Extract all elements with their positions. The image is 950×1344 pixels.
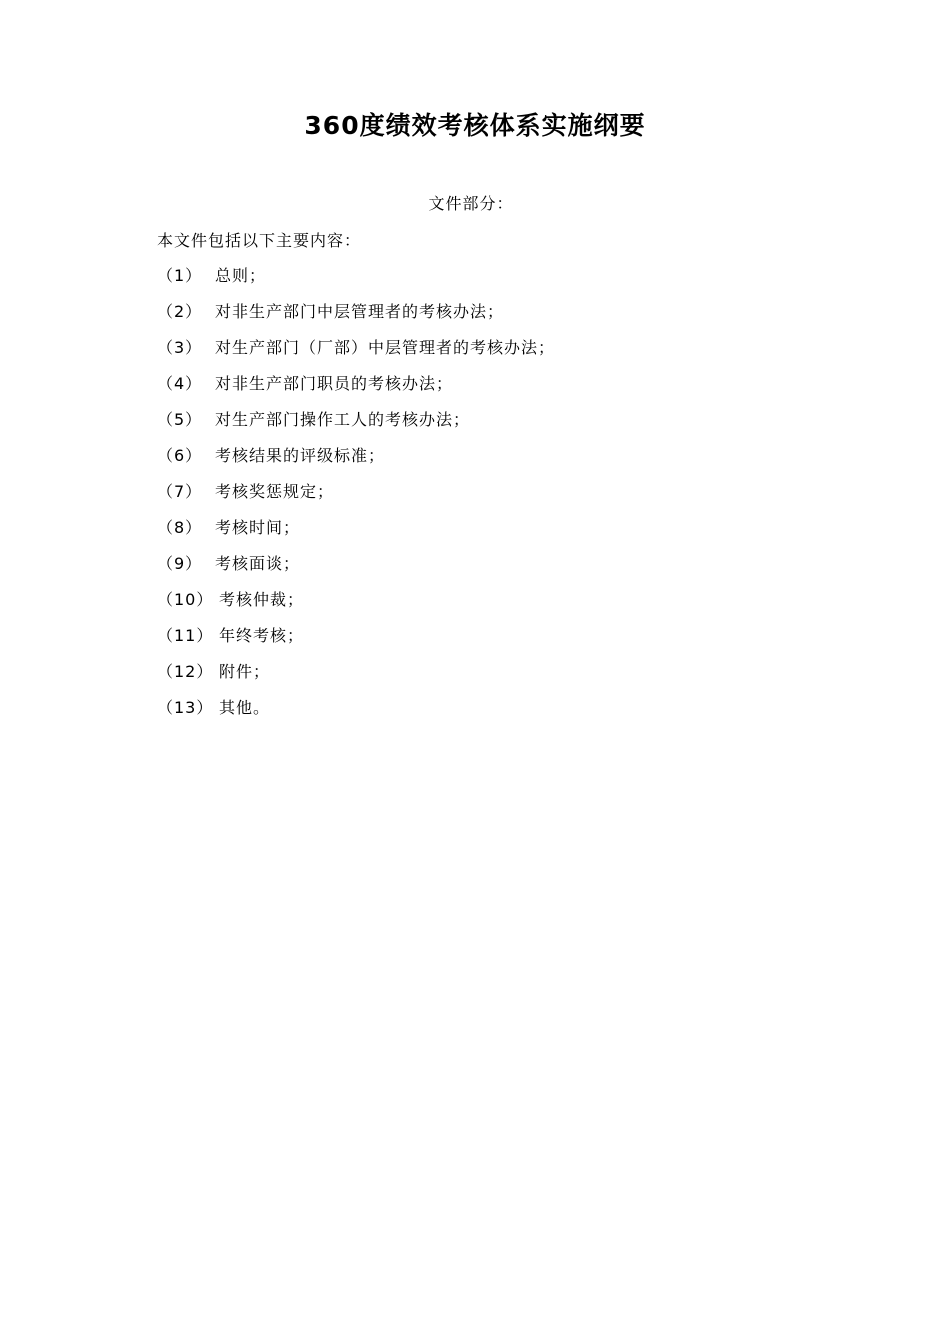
item-text: 考核结果的评级标准； xyxy=(215,446,386,465)
item-text: 考核面谈； xyxy=(215,554,301,573)
item-text: 对生产部门操作工人的考核办法； xyxy=(215,410,471,429)
item-text: 考核仲裁； xyxy=(219,590,305,609)
list-item xyxy=(157,624,555,660)
item-number: （5） xyxy=(157,410,203,429)
list-item xyxy=(157,480,555,516)
item-number: （12） xyxy=(157,662,214,681)
item-text: 其他。 xyxy=(219,698,271,717)
item-number: （4） xyxy=(157,374,203,393)
item-number: （8） xyxy=(157,518,203,537)
item-number: （6） xyxy=(157,446,203,465)
item-number: （9） xyxy=(157,554,203,573)
item-number: （11） xyxy=(157,626,214,645)
item-text: 年终考核； xyxy=(219,626,305,645)
list-item xyxy=(157,300,555,336)
item-number: （1） xyxy=(157,266,203,285)
list-item xyxy=(157,264,555,300)
list-item xyxy=(157,660,555,696)
item-text: 对非生产部门中层管理者的考核办法； xyxy=(215,302,505,321)
list-item xyxy=(157,588,555,624)
list-item xyxy=(157,516,555,552)
item-text: 对生产部门（厂部）中层管理者的考核办法； xyxy=(215,338,556,357)
item-number: （7） xyxy=(157,482,203,501)
item-number: （10） xyxy=(157,590,214,609)
intro-paragraph: 本文件包括以下主要内容： xyxy=(157,231,362,250)
item-text: 考核奖惩规定； xyxy=(215,482,335,501)
item-text: 附件； xyxy=(219,662,271,681)
list-item xyxy=(157,444,555,480)
document-title: 360度绩效考核体系实施纲要 xyxy=(304,111,646,140)
list-item xyxy=(157,552,555,588)
list-item xyxy=(157,336,555,372)
item-number: （2） xyxy=(157,302,203,321)
item-number: （13） xyxy=(157,698,214,717)
item-number: （3） xyxy=(157,338,203,357)
item-text: 对非生产部门职员的考核办法； xyxy=(215,374,454,393)
list-item xyxy=(157,696,555,732)
list-item xyxy=(157,408,555,444)
item-text: 总则； xyxy=(215,266,267,285)
contents-list xyxy=(157,264,555,732)
item-text: 考核时间； xyxy=(215,518,301,537)
list-item xyxy=(157,372,555,408)
section-heading: 文件部分： xyxy=(428,194,514,213)
